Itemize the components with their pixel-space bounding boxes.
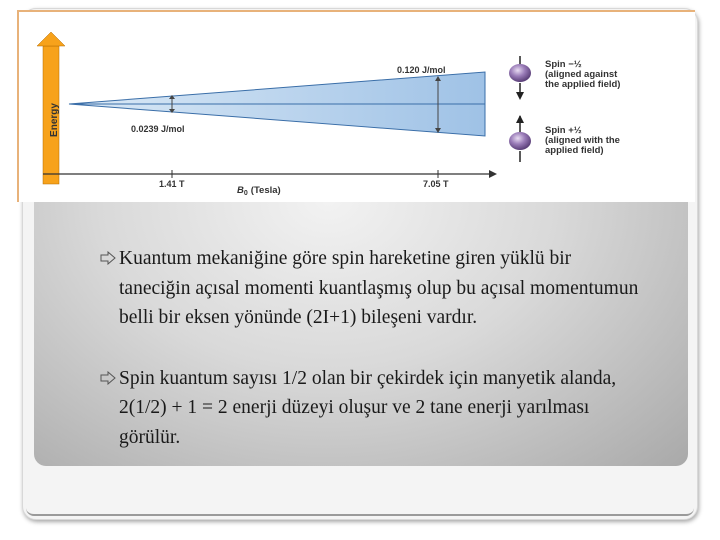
bullet-text: Spin kuantum sayısı 1/2 olan bir çekirdek için manyetik alanda, 2(1/2) + 1 = 2 enerji düzeyi oluşur ve 2 tane enerji yarılması görülür. xyxy=(119,367,617,448)
spin-up-line1: (aligned against xyxy=(545,69,618,80)
x-axis-label-main: B xyxy=(237,185,244,196)
x-axis-label-sub: 0 xyxy=(243,190,248,197)
x-axis-label-unit: (Tesla) xyxy=(250,185,281,196)
spin-down-title: Spin +½ xyxy=(545,125,582,136)
bullet-item xyxy=(100,244,640,333)
bullet-arrow-icon xyxy=(100,371,116,385)
bullet-text: Kuantum mekaniğine göre spin hareketine giren yüklü bir taneciğin açısal momenti kuantlaşmış olup bu açısal momentumun belli bir eksen yönünde (2I+1) bileşeni vardır. xyxy=(119,248,639,328)
spin-up-sphere xyxy=(509,56,531,100)
lower-gap-label: 0.0239 J/mol xyxy=(131,124,185,134)
spin-down-line2: applied field) xyxy=(545,145,604,156)
spin-down-sphere xyxy=(509,115,531,162)
spin-up-line2: the applied field) xyxy=(545,79,621,90)
spin-down-label xyxy=(545,125,620,156)
slide-bottom-edge xyxy=(26,508,694,516)
energy-splitting-figure xyxy=(17,10,695,202)
upper-gap-label: 0.120 J/mol xyxy=(397,65,446,75)
spin-up-label xyxy=(545,59,620,90)
y-axis-label: Energy xyxy=(49,103,60,137)
x-tick-right: 7.05 T xyxy=(423,179,449,189)
spin-up-title: Spin −½ xyxy=(545,59,582,70)
bullet-list xyxy=(100,244,640,483)
x-tick-left: 1.41 T xyxy=(159,179,185,189)
energy-diagram xyxy=(19,12,695,202)
bullet-item xyxy=(100,364,640,453)
spin-down-line1: (aligned with the xyxy=(545,135,620,146)
x-axis-label xyxy=(237,185,281,197)
bullet-arrow-icon xyxy=(100,251,116,265)
